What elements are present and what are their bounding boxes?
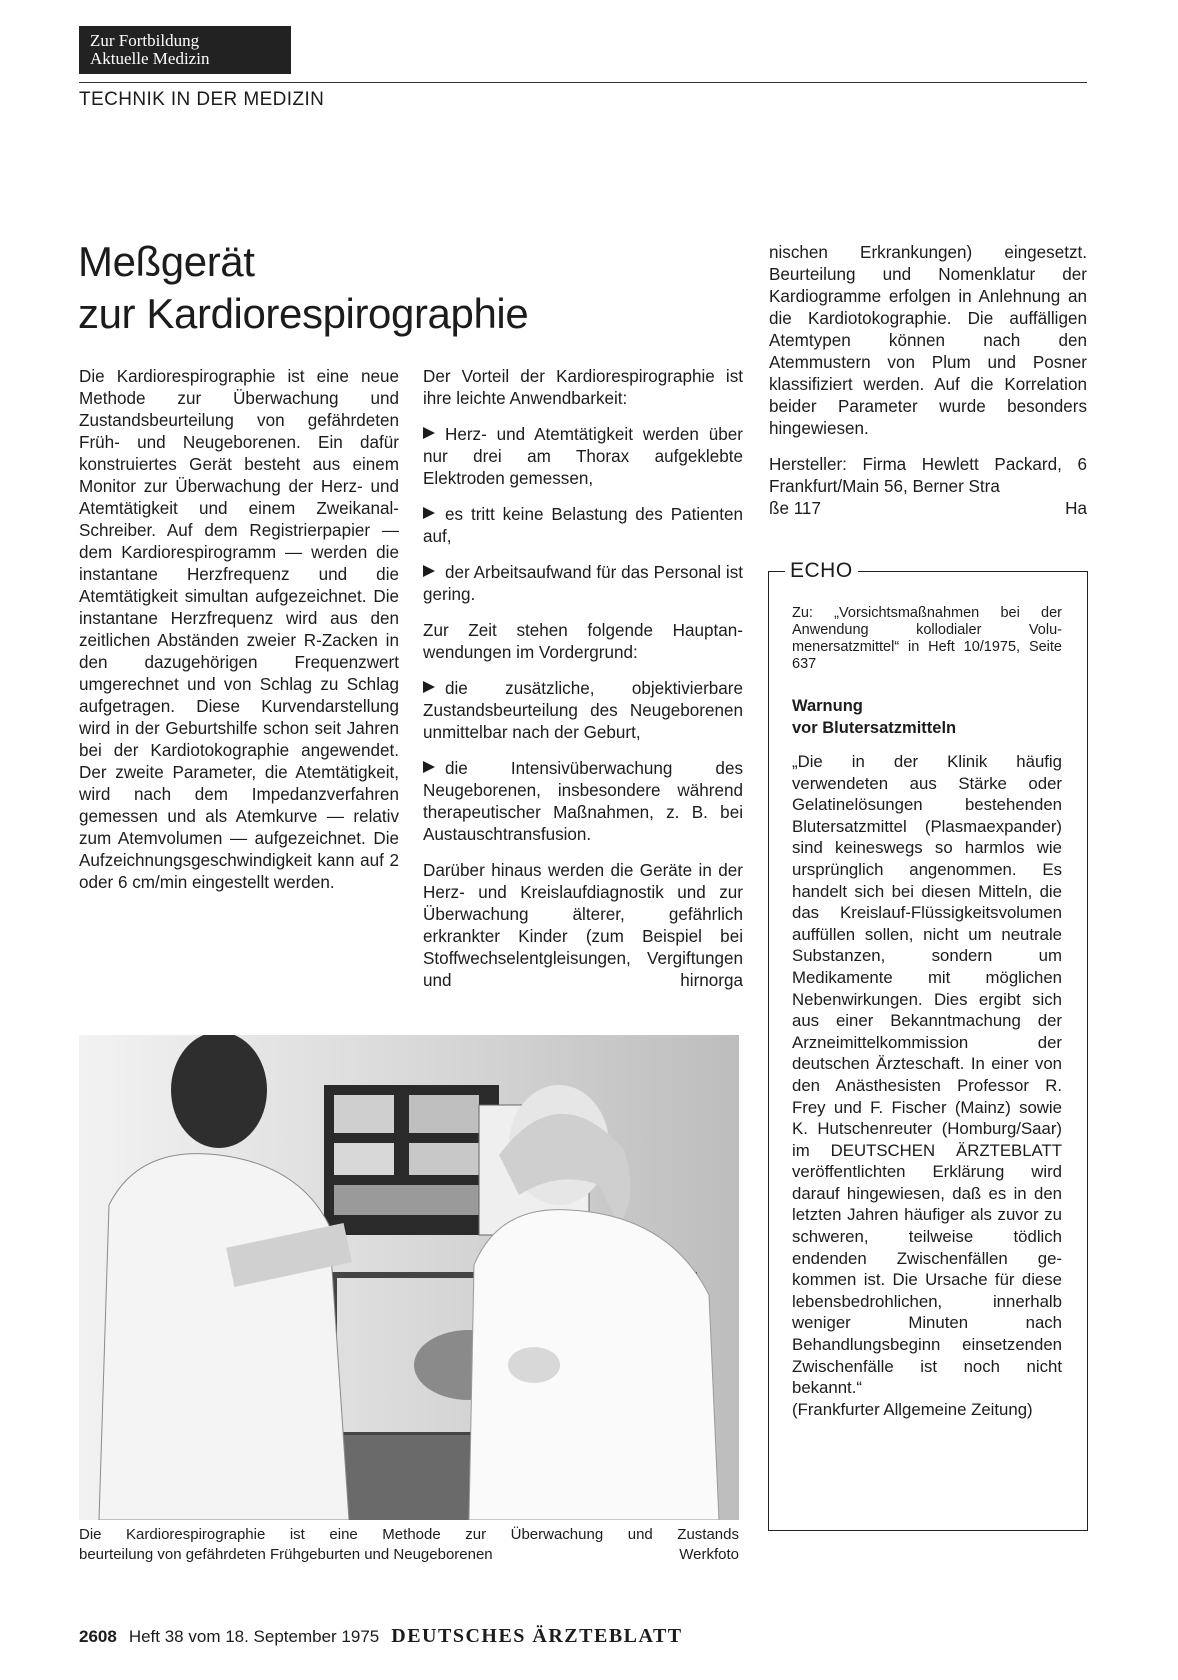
page-footer xyxy=(79,1625,683,1648)
author-initials: Ha xyxy=(1065,499,1087,518)
section-label-box xyxy=(79,26,291,74)
manufacturer-note: Hersteller: Firma Hewlett Packard, 6 Frankfurt/Main 56, Berner Stra xyxy=(769,455,1087,496)
article-column-1 xyxy=(79,366,399,908)
bullet-text: der Arbeitsaufwand für das Personal ist gering. xyxy=(423,563,743,604)
caption-line2: beurteilung von gefährdeten Frühgeburten und Neugeborenen xyxy=(79,1546,493,1563)
bullet-item xyxy=(423,678,743,744)
triangle-bullet-icon xyxy=(423,681,435,693)
echo-source: (Frankfurter Allgemeine Zeitung) xyxy=(792,1399,1033,1419)
triangle-bullet-icon xyxy=(423,507,435,519)
article-paragraph: nischen Erkrankungen) eingesetzt. Beurteilung und Nomenklatur der Kardiogramme erfolgen in Anlehnung an die Kardiotokographie. Die auffälligen Atemtypen können nach den Atemmustern von Plum und Posner klassifiziert werden. Auf die Korrelation beider Parameter wurde besonders hingewiesen. xyxy=(769,243,1087,438)
article-title-line1: Meßgerät xyxy=(78,238,255,285)
echo-label: ECHO xyxy=(785,559,858,583)
bullet-text: die Intensivüberwachung des Neugeborenen, insbesondere während therapeutischer Maßnahmen, z. B. bei Austauschtransfusion. xyxy=(423,759,743,844)
article-paragraph: Darüber hinaus werden die Geräte in der Herz- und Kreislaufdiagnostik und zur Überwachung älterer, gefährlich erkrankter Kinder (zum Beispiel bei Stoffwechselentgleisungen, Vergiftungen und hirnorga xyxy=(423,861,743,990)
bullet-text: es tritt keine Belastung des Patienten auf, xyxy=(423,505,743,546)
triangle-bullet-icon xyxy=(423,565,435,577)
bullet-item xyxy=(423,562,743,606)
bullet-item xyxy=(423,424,743,490)
article-title-line2: zur Kardiorespirographie xyxy=(78,290,529,337)
echo-headline xyxy=(792,695,1062,739)
section-label-line2: Aktuelle Medizin xyxy=(90,49,210,68)
echo-headline-line1: Warnung xyxy=(792,697,863,715)
article-title xyxy=(78,236,528,340)
manufacturer-address-end: ße 117 xyxy=(769,499,821,518)
triangle-bullet-icon xyxy=(423,761,435,773)
page-number: 2608 xyxy=(79,1627,117,1646)
bullet-item xyxy=(423,758,743,846)
bullet-text: die zusätzliche, objektivierbare Zustandsbeurteilung des Neugeborenen unmittelbar nach der Geburt, xyxy=(423,679,743,742)
bullet-item xyxy=(423,504,743,548)
echo-body: „Die in der Klinik häufig verwendeten aus Stärke oder Gelatinelösungen bestehenden Blutersatzmittel (Plasmaexpander) sind keineswegs so harmlos wie ursprünglich angenommen. Es handelt sich bei diesen Mitteln, die das Kreislauf-Flüssigkeitsvolumen auffüllen sollen, nicht um neutrale Substanzen, sondern um Medikamente mit möglichen Nebenwirkungen. Dies ergibt sich aus einer Bekanntmachung der Arzneimittelkommission der deutschen Ärzteschaft. In einer von den Anästhesisten Professor R. Frey und F. Fischer (Mainz) sowie K. Hutschenreuter (Homburg/Saar) im DEUTSCHEN ÄRZTEBLATT veröffentlichten Erklärung wird darauf hingewiesen, daß es in den letzten Jahren häufiger als zuvor zu schweren, teilweise tödlich endenden Zwischenfällen gekommen ist. Die Ursache für diese lebensbedrohlichen, innerhalb weniger Minuten nach Behandlungsbeginn einsetzenden Zwischenfälle ist noch nicht bekannt.“ xyxy=(792,752,1062,1398)
article-column-3 xyxy=(769,242,1087,520)
echo-content xyxy=(792,605,1062,1420)
article-paragraph: Die Kardiorespirographie ist eine neue Methode zur Überwachung und Zustandsbeurteilung von gefährdeten Früh- und Neugeborenen. Ein dafür konstruiertes Gerät besteht aus einem Monitor zur Überwachung der Herz- und Atemtätigkeit und einem Zweikanal-Schreiber. Auf dem Registrierpapier — dem Kardiorespirogramm — werden die instantane Herzfrequenz und die Atemtätigkeit simultan aufgezeichnet. Die instantane Herzfrequenz wird aus den zeitlichen Abständen zweier R-Zacken in den dazugehörigen Frequenzwert umgerechnet und von Schlag zu Schlag aufgetragen. Diese Kurvendarstellung wird in der Geburtshilfe schon seit Jahren bei der Kardiotokographie angewendet. Der zweite Parameter, die Atemtätigkeit, wird nach dem Impedanzverfahren gemessen und als Atemkurve — relativ zum Atemvolumen — aufgezeichnet. Die Aufzeichnungsgeschwindigkeit kann auf 2 oder 6 cm/min eingestellt werden. xyxy=(79,367,399,892)
manufacturer-note-end xyxy=(769,498,1087,520)
article-column-2 xyxy=(423,366,743,1006)
bullet-text: Herz- und Atemtätigkeit werden über nur drei am Thorax aufgeklebte Elektroden gemessen, xyxy=(423,425,743,488)
section-label-line1: Zur Fortbildung xyxy=(90,31,200,50)
article-paragraph: Der Vorteil der Kardiorespirographie ist ihre leichte Anwendbarkeit: xyxy=(423,367,743,408)
echo-headline-line2: vor Blutersatzmitteln xyxy=(792,719,957,737)
photo-credit: Werkfoto xyxy=(679,1546,739,1563)
caption-line2-row xyxy=(79,1545,739,1565)
rubric-heading: TECHNIK IN DER MEDIZIN xyxy=(79,89,325,110)
journal-name: DEUTSCHES ÄRZTEBLATT xyxy=(391,1625,683,1647)
photo-caption xyxy=(79,1525,739,1565)
article-photo xyxy=(79,1035,739,1520)
article-paragraph: Zur Zeit stehen folgende Hauptanwendungen im Vordergrund: xyxy=(423,621,743,662)
echo-reference: Zu: „Vorsichtsmaßnahmen bei der Anwendung kollodialer Volumenersatzmittel“ in Heft 10/1975, Seite 637 xyxy=(792,605,1062,672)
issue-info: Heft 38 vom 18. September 1975 xyxy=(128,1627,380,1646)
triangle-bullet-icon xyxy=(423,427,435,439)
header-rule xyxy=(79,82,1087,83)
caption-line1: Die Kardiorespirographie ist eine Methode zur Überwachung und Zustands xyxy=(79,1526,739,1543)
